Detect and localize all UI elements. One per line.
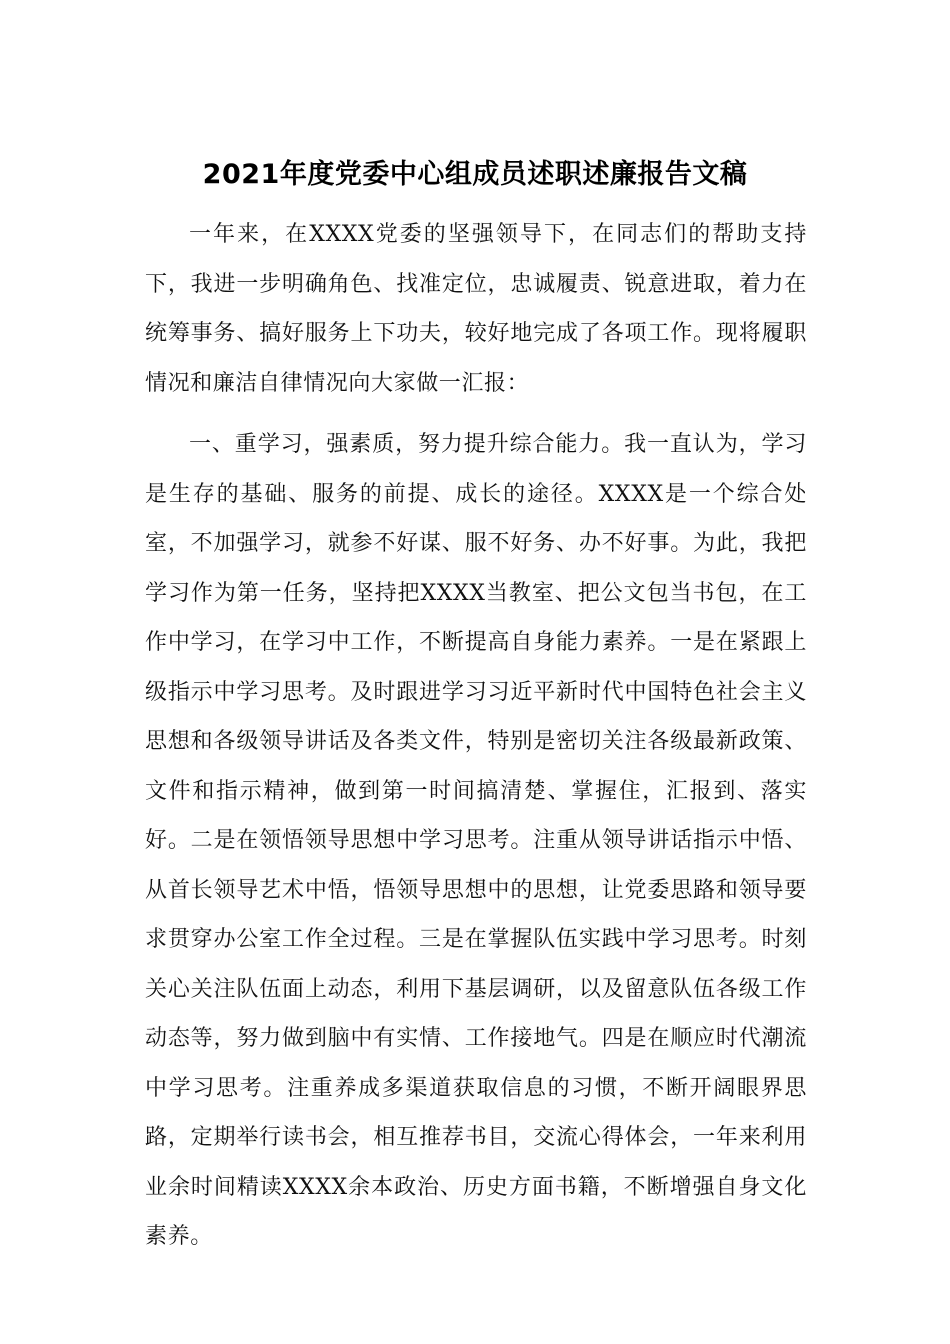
paragraph-section-1: 一、重学习，强素质，努力提升综合能力。我一直认为，学习是生存的基础、服务的前提、成长的途径。XXXX是一个综合处室，不加强学习，就参不好谋、服不好务、办不好事。为此，我把学习作为第一任务，坚持把XXXX当教室、把公文包当书包，在工作中学习，在学习中工作，不断提高自身能力素养。一是在紧跟上级指示中学习思考。及时跟进学习习近平新时代中国特色社会主义思想和各级领导讲话及各类文件，特别是密切关注各级最新政策、文件和指示精神，做到第一时间搞清楚、掌握住，汇报到、落实好。二是在领悟领导思想中学习思考。注重从领导讲话指示中悟、从首长领导艺术中悟，悟领导思想中的思想，让党委思路和领导要求贯穿办公室工作全过程。三是在掌握队伍实践中学习思考。时刻关心关注队伍面上动态，利用下基层调研，以及留意队伍各级工作动态等，努力做到脑中有实情、工作接地气。四是在顺应时代潮流中学习思考。注重养成多渠道获取信息的习惯，不断开阔眼界思路，定期举行读书会，相互推荐书目，交流心得体会，一年来利用业余时间精读XXXX余本政治、历史方面书籍，不断增强自身文化素养。 [145,432,807,1249]
document-title: 2021年度党委中心组成员述职述廉报告文稿 [202,159,748,190]
document-body [145,210,807,1262]
paragraph-intro: 一年来，在XXXX党委的坚强领导下，在同志们的帮助支持下，我进一步明确角色、找准定位，忠诚履责、锐意进取，着力在统筹事务、搞好服务上下功夫，较好地完成了各项工作。现将履职情况和廉洁自律情况向大家做一汇报： [145,222,807,396]
